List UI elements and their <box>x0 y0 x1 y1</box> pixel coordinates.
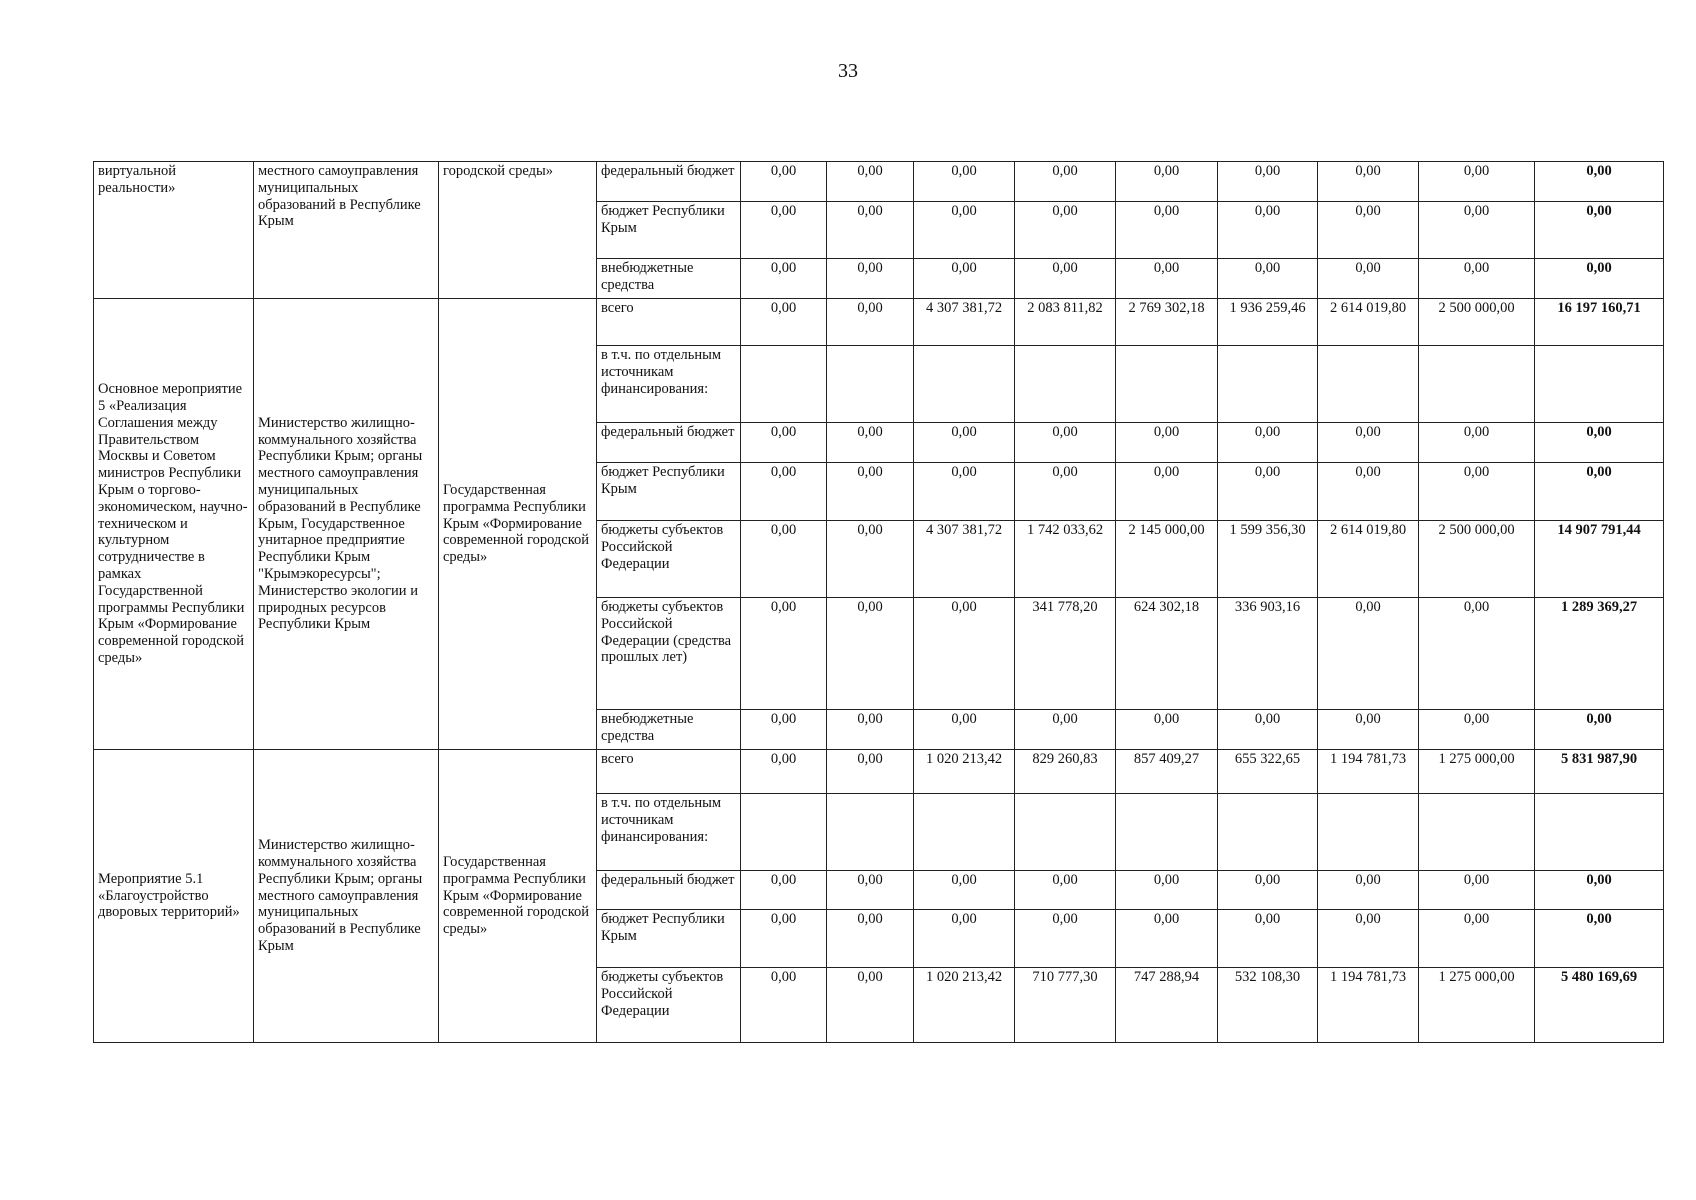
amount-cell <box>1116 346 1218 423</box>
amount-cell: 0,00 <box>1116 423 1218 463</box>
funding-source-cell: в т.ч. по отдельным источникам финансирования: <box>597 794 741 871</box>
total-cell: 0,00 <box>1535 463 1664 521</box>
amount-cell: 0,00 <box>741 968 827 1043</box>
amount-cell <box>914 346 1015 423</box>
amount-cell: 0,00 <box>1419 423 1535 463</box>
amount-cell <box>1419 346 1535 423</box>
funding-source-cell: федеральный бюджет <box>597 162 741 202</box>
amount-cell <box>827 346 914 423</box>
amount-cell: 4 307 381,72 <box>914 299 1015 346</box>
amount-cell: 0,00 <box>914 871 1015 910</box>
total-cell: 5 480 169,69 <box>1535 968 1664 1043</box>
amount-cell: 0,00 <box>741 710 827 750</box>
amount-cell <box>1015 794 1116 871</box>
amount-cell: 655 322,65 <box>1218 750 1318 794</box>
amount-cell: 0,00 <box>1218 259 1318 299</box>
total-cell: 0,00 <box>1535 259 1664 299</box>
total-cell: 1 289 369,27 <box>1535 598 1664 710</box>
amount-cell: 1 275 000,00 <box>1419 968 1535 1043</box>
amount-cell: 0,00 <box>1015 910 1116 968</box>
amount-cell: 0,00 <box>1318 162 1419 202</box>
funding-source-cell: всего <box>597 750 741 794</box>
amount-cell <box>827 794 914 871</box>
total-cell: 0,00 <box>1535 871 1664 910</box>
amount-cell: 1 020 213,42 <box>914 968 1015 1043</box>
amount-cell: 0,00 <box>1318 598 1419 710</box>
total-cell: 5 831 987,90 <box>1535 750 1664 794</box>
amount-cell: 0,00 <box>1116 871 1218 910</box>
amount-cell: 0,00 <box>1015 162 1116 202</box>
amount-cell: 0,00 <box>1419 871 1535 910</box>
amount-cell: 0,00 <box>741 202 827 259</box>
amount-cell: 0,00 <box>1116 910 1218 968</box>
amount-cell: 0,00 <box>1116 162 1218 202</box>
amount-cell: 2 769 302,18 <box>1116 299 1218 346</box>
amount-cell: 0,00 <box>741 910 827 968</box>
funding-source-cell: внебюджетные средства <box>597 710 741 750</box>
amount-cell: 0,00 <box>1015 423 1116 463</box>
amount-cell: 710 777,30 <box>1015 968 1116 1043</box>
amount-cell: 4 307 381,72 <box>914 521 1015 598</box>
amount-cell <box>1218 794 1318 871</box>
amount-cell: 0,00 <box>827 968 914 1043</box>
funding-source-cell: бюджет Республики Крым <box>597 910 741 968</box>
amount-cell: 0,00 <box>827 871 914 910</box>
amount-cell: 0,00 <box>827 910 914 968</box>
amount-cell: 0,00 <box>1419 259 1535 299</box>
amount-cell <box>1318 794 1419 871</box>
amount-cell: 341 778,20 <box>1015 598 1116 710</box>
total-cell: 16 197 160,71 <box>1535 299 1664 346</box>
amount-cell: 0,00 <box>827 710 914 750</box>
amount-cell: 0,00 <box>1116 202 1218 259</box>
amount-cell: 0,00 <box>827 598 914 710</box>
amount-cell: 1 194 781,73 <box>1318 968 1419 1043</box>
amount-cell: 0,00 <box>1116 463 1218 521</box>
funding-source-cell: бюджеты субъектов Российской Федерации <box>597 521 741 598</box>
total-cell <box>1535 346 1664 423</box>
amount-cell: 0,00 <box>827 423 914 463</box>
total-cell: 0,00 <box>1535 910 1664 968</box>
amount-cell: 0,00 <box>1015 710 1116 750</box>
funding-source-cell: внебюджетные средства <box>597 259 741 299</box>
amount-cell: 0,00 <box>914 162 1015 202</box>
total-cell: 14 907 791,44 <box>1535 521 1664 598</box>
funding-source-cell: бюджеты субъектов Российской Федерации <box>597 968 741 1043</box>
amount-cell: 2 145 000,00 <box>1116 521 1218 598</box>
amount-cell: 0,00 <box>1116 259 1218 299</box>
amount-cell: 0,00 <box>1218 871 1318 910</box>
amount-cell: 0,00 <box>741 521 827 598</box>
table-row <box>94 162 1664 202</box>
amount-cell: 0,00 <box>827 259 914 299</box>
funding-source-cell: бюджет Республики Крым <box>597 463 741 521</box>
total-cell: 0,00 <box>1535 202 1664 259</box>
amount-cell: 2 500 000,00 <box>1419 299 1535 346</box>
amount-cell <box>1318 346 1419 423</box>
amount-cell: 1 599 356,30 <box>1218 521 1318 598</box>
executor-cell: Министерство жилищно-коммунального хозяйства Республики Крым; органы местного самоуправления муниципальных образований в Республике Крым, Государственное унитарное предприятие Республики Крым "Крымэкоресурсы"; Министерство экологии и природных ресурсов Республики Крым <box>254 299 439 750</box>
activity-name-cell: Мероприятие 5.1 «Благоустройство дворовых территорий» <box>94 750 254 1043</box>
amount-cell: 0,00 <box>741 463 827 521</box>
amount-cell: 0,00 <box>1419 910 1535 968</box>
amount-cell: 0,00 <box>827 521 914 598</box>
amount-cell: 0,00 <box>1218 202 1318 259</box>
funding-source-cell: в т.ч. по отдельным источникам финансирования: <box>597 346 741 423</box>
amount-cell: 0,00 <box>1015 871 1116 910</box>
amount-cell <box>1218 346 1318 423</box>
amount-cell: 0,00 <box>1116 710 1218 750</box>
amount-cell: 0,00 <box>1318 910 1419 968</box>
amount-cell <box>1419 794 1535 871</box>
amount-cell: 0,00 <box>741 598 827 710</box>
amount-cell: 0,00 <box>914 259 1015 299</box>
executor-cell: местного самоуправления муниципальных образований в Республике Крым <box>254 162 439 299</box>
amount-cell: 0,00 <box>1318 710 1419 750</box>
amount-cell: 0,00 <box>741 162 827 202</box>
program-cell: Государственная программа Республики Крым «Формирование современной городской среды» <box>439 750 597 1043</box>
amount-cell: 0,00 <box>1218 710 1318 750</box>
amount-cell: 0,00 <box>827 162 914 202</box>
program-cell: Государственная программа Республики Крым «Формирование современной городской среды» <box>439 299 597 750</box>
amount-cell: 336 903,16 <box>1218 598 1318 710</box>
amount-cell: 0,00 <box>914 598 1015 710</box>
total-cell <box>1535 794 1664 871</box>
amount-cell: 0,00 <box>914 910 1015 968</box>
amount-cell: 0,00 <box>1419 162 1535 202</box>
executor-cell: Министерство жилищно-коммунального хозяйства Республики Крым; органы местного самоуправления муниципальных образований в Республике Крым <box>254 750 439 1043</box>
amount-cell: 0,00 <box>827 202 914 259</box>
amount-cell: 0,00 <box>914 423 1015 463</box>
amount-cell: 0,00 <box>827 299 914 346</box>
amount-cell: 2 614 019,80 <box>1318 521 1419 598</box>
amount-cell: 1 936 259,46 <box>1218 299 1318 346</box>
table-row <box>94 299 1664 346</box>
amount-cell: 0,00 <box>1218 162 1318 202</box>
amount-cell: 0,00 <box>914 463 1015 521</box>
amount-cell: 0,00 <box>914 710 1015 750</box>
amount-cell: 2 500 000,00 <box>1419 521 1535 598</box>
table-row <box>94 750 1664 794</box>
program-cell: городской среды» <box>439 162 597 299</box>
funding-source-cell: всего <box>597 299 741 346</box>
amount-cell: 747 288,94 <box>1116 968 1218 1043</box>
amount-cell: 1 275 000,00 <box>1419 750 1535 794</box>
amount-cell <box>741 346 827 423</box>
amount-cell: 0,00 <box>827 463 914 521</box>
amount-cell: 0,00 <box>1318 463 1419 521</box>
activity-name-cell: Основное мероприятие 5 «Реализация Соглашения между Правительством Москвы и Советом министров Республики Крым о торгово-экономическом, научно-техническом и культурном сотрудничестве в рамках Государственной программы Республики Крым «Формирование современной городской среды» <box>94 299 254 750</box>
amount-cell <box>914 794 1015 871</box>
amount-cell: 0,00 <box>1015 259 1116 299</box>
amount-cell: 0,00 <box>1318 202 1419 259</box>
amount-cell: 0,00 <box>1218 463 1318 521</box>
amount-cell: 0,00 <box>741 423 827 463</box>
page-number: 33 <box>838 60 858 82</box>
amount-cell: 532 108,30 <box>1218 968 1318 1043</box>
amount-cell: 0,00 <box>1218 423 1318 463</box>
amount-cell <box>1116 794 1218 871</box>
amount-cell: 624 302,18 <box>1116 598 1218 710</box>
activity-name-cell: виртуальной реальности» <box>94 162 254 299</box>
amount-cell: 0,00 <box>1419 598 1535 710</box>
amount-cell <box>741 794 827 871</box>
amount-cell: 1 194 781,73 <box>1318 750 1419 794</box>
amount-cell: 0,00 <box>1015 202 1116 259</box>
total-cell: 0,00 <box>1535 162 1664 202</box>
budget-table <box>93 161 1664 1043</box>
amount-cell: 0,00 <box>1419 463 1535 521</box>
amount-cell: 0,00 <box>1318 871 1419 910</box>
amount-cell: 0,00 <box>827 750 914 794</box>
amount-cell: 0,00 <box>1318 423 1419 463</box>
amount-cell: 0,00 <box>1318 259 1419 299</box>
amount-cell: 0,00 <box>1015 463 1116 521</box>
amount-cell: 0,00 <box>741 259 827 299</box>
amount-cell <box>1015 346 1116 423</box>
amount-cell: 1 742 033,62 <box>1015 521 1116 598</box>
amount-cell: 857 409,27 <box>1116 750 1218 794</box>
amount-cell: 0,00 <box>914 202 1015 259</box>
amount-cell: 0,00 <box>741 871 827 910</box>
amount-cell: 829 260,83 <box>1015 750 1116 794</box>
total-cell: 0,00 <box>1535 710 1664 750</box>
amount-cell: 1 020 213,42 <box>914 750 1015 794</box>
total-cell: 0,00 <box>1535 423 1664 463</box>
amount-cell: 2 083 811,82 <box>1015 299 1116 346</box>
amount-cell: 0,00 <box>1218 910 1318 968</box>
amount-cell: 0,00 <box>1419 710 1535 750</box>
funding-source-cell: бюджет Республики Крым <box>597 202 741 259</box>
amount-cell: 0,00 <box>1419 202 1535 259</box>
funding-source-cell: бюджеты субъектов Российской Федерации (средства прошлых лет) <box>597 598 741 710</box>
amount-cell: 0,00 <box>741 750 827 794</box>
amount-cell: 0,00 <box>741 299 827 346</box>
amount-cell: 2 614 019,80 <box>1318 299 1419 346</box>
funding-source-cell: федеральный бюджет <box>597 871 741 910</box>
funding-source-cell: федеральный бюджет <box>597 423 741 463</box>
